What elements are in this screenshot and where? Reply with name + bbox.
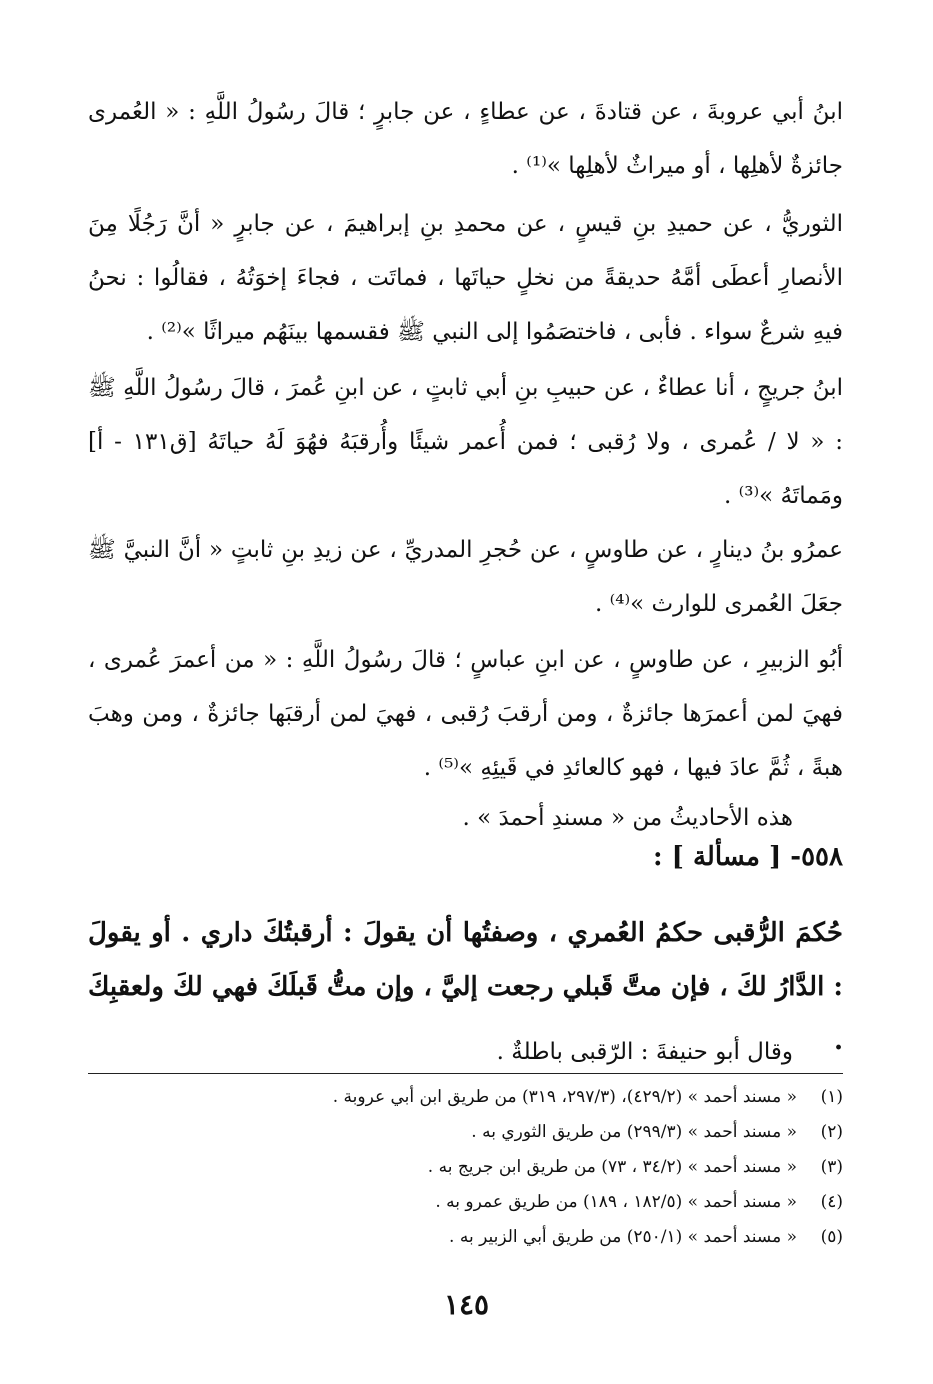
- footnote-text: « مسند أحمد » (٢٩٩/٣) من طريق الثوري به .: [471, 1122, 797, 1142]
- hadith-paragraph-3: ابنُ جريجٍ ، أنا عطاءٌ ، عن حبيبِ بنِ أبي ثابتٍ ، عن ابنِ عُمرَ ، قالَ رسُولُ اللَّهِ ﷺ : « لا / عُمرى ، ولا رُقبى ؛ فمن أُعمر شيئًا وأُرقبَهُ فهُوَ لَهُ حياتَهُ [ق١٣١ - أ] ومَماتَهُ »⁽³⁾ .: [88, 375, 843, 509]
- issue-heading: ٥٥٨- [ مسألة ] :: [652, 842, 843, 872]
- footnote-divider: [88, 1073, 843, 1074]
- hadith-paragraph-2: الثوريُّ ، عن حميدِ بنِ قيسٍ ، عن محمدِ بنِ إبراهيمَ ، عن جابرٍ « أنَّ رَجُلًا مِنَ الأنصارِ أعطَى أمَّهُ حديقةً من نخلٍ حياتَها ، فماتَت ، فجاءَ إخوَتُهُ ، فقالُوا : نحنُ فيهِ شرعٌ سواء . فأبى ، فاختصَمُوا إلى النبي ﷺ فقسمها بينَهُم ميراثًا »⁽²⁾ .: [88, 211, 843, 345]
- issue-body: حُكمَ الرُّقبى حكمُ العُمري ، وصفتُها أن يقولَ : أرقبتُكَ داري . أو يقولَ : الدَّارُ لكَ ، فإن متَّ قَبلي رجعت إليَّ ، وإن متُّ قَبلَكَ فهي لكَ ولعقبِكَ .: [88, 918, 843, 1056]
- footnote-text: « مسند أحمد » (١٨٢/٥ ، ١٨٩) من طريق عمرو به .: [435, 1192, 797, 1212]
- footnote-text: « مسند أحمد » (٢٥٠/١) من طريق أبي الزبير به .: [449, 1227, 797, 1247]
- footnote-1: [88, 1080, 843, 1115]
- hadith-paragraph-5: أبُو الزبيرِ ، عن طاوسٍ ، عن ابنِ عباسٍ ؛ قالَ رسُولُ اللَّهِ : « من أعمرَ عُمرى ، فهيَ لمن أعمرَها جائزةٌ ، ومن أرقبَ رُقبى ، فهيَ لمن أرقبَها جائزةٌ ، ومن وهبَ هبةً ، ثُمَّ عادَ فيها ، فهو كالعائدِ في قَيئِهِ »⁽⁵⁾ .: [88, 647, 843, 781]
- source-note: هذه الأحاديثُ من « مسندِ أحمدَ » .: [462, 805, 793, 831]
- hadith-paragraph-4: عمرُو بنُ دينارٍ ، عن طاوسٍ ، عن حُجرِ المدريِّ ، عن زيدِ بنِ ثابتٍ « أنَّ النبيَّ ﷺ جعَلَ العُمرى للوارث »⁽⁴⁾ .: [88, 537, 843, 617]
- footnote-number: (١): [820, 1087, 843, 1107]
- footnote-5: [88, 1220, 843, 1255]
- footnote-number: (٣): [820, 1157, 843, 1177]
- footnote-text: « مسند أحمد » (٣٤/٢ ، ٧٣) من طريق ابن جريج به .: [427, 1157, 797, 1177]
- footnote-number: (٤): [820, 1192, 843, 1212]
- footnote-text: « مسند أحمد » (٤٢٩/٢)، (٢٩٧/٣، ٣١٩) من طريق ابن أبي عروبة .: [332, 1087, 797, 1107]
- footnote-4: [88, 1185, 843, 1220]
- footnote-2: [88, 1115, 843, 1150]
- closing-line: وقال أبو حنيفةَ : الرّقبى باطلةٌ .: [496, 1039, 793, 1065]
- footnote-number: (٢): [820, 1122, 843, 1142]
- page-number: ١٤٥: [443, 1288, 490, 1321]
- hadith-paragraph-1: ابنُ أبي عروبةَ ، عن قتادةَ ، عن عطاءٍ ، عن جابرٍ ؛ قالَ رسُولُ اللَّهِ : « العُمرى جائزةٌ لأهلِها ، أو ميراثٌ لأهلِها »⁽¹⁾ .: [88, 99, 843, 179]
- footnote-3: [88, 1150, 843, 1185]
- footnotes: [88, 1080, 843, 1255]
- footnote-number: (٥): [820, 1227, 843, 1247]
